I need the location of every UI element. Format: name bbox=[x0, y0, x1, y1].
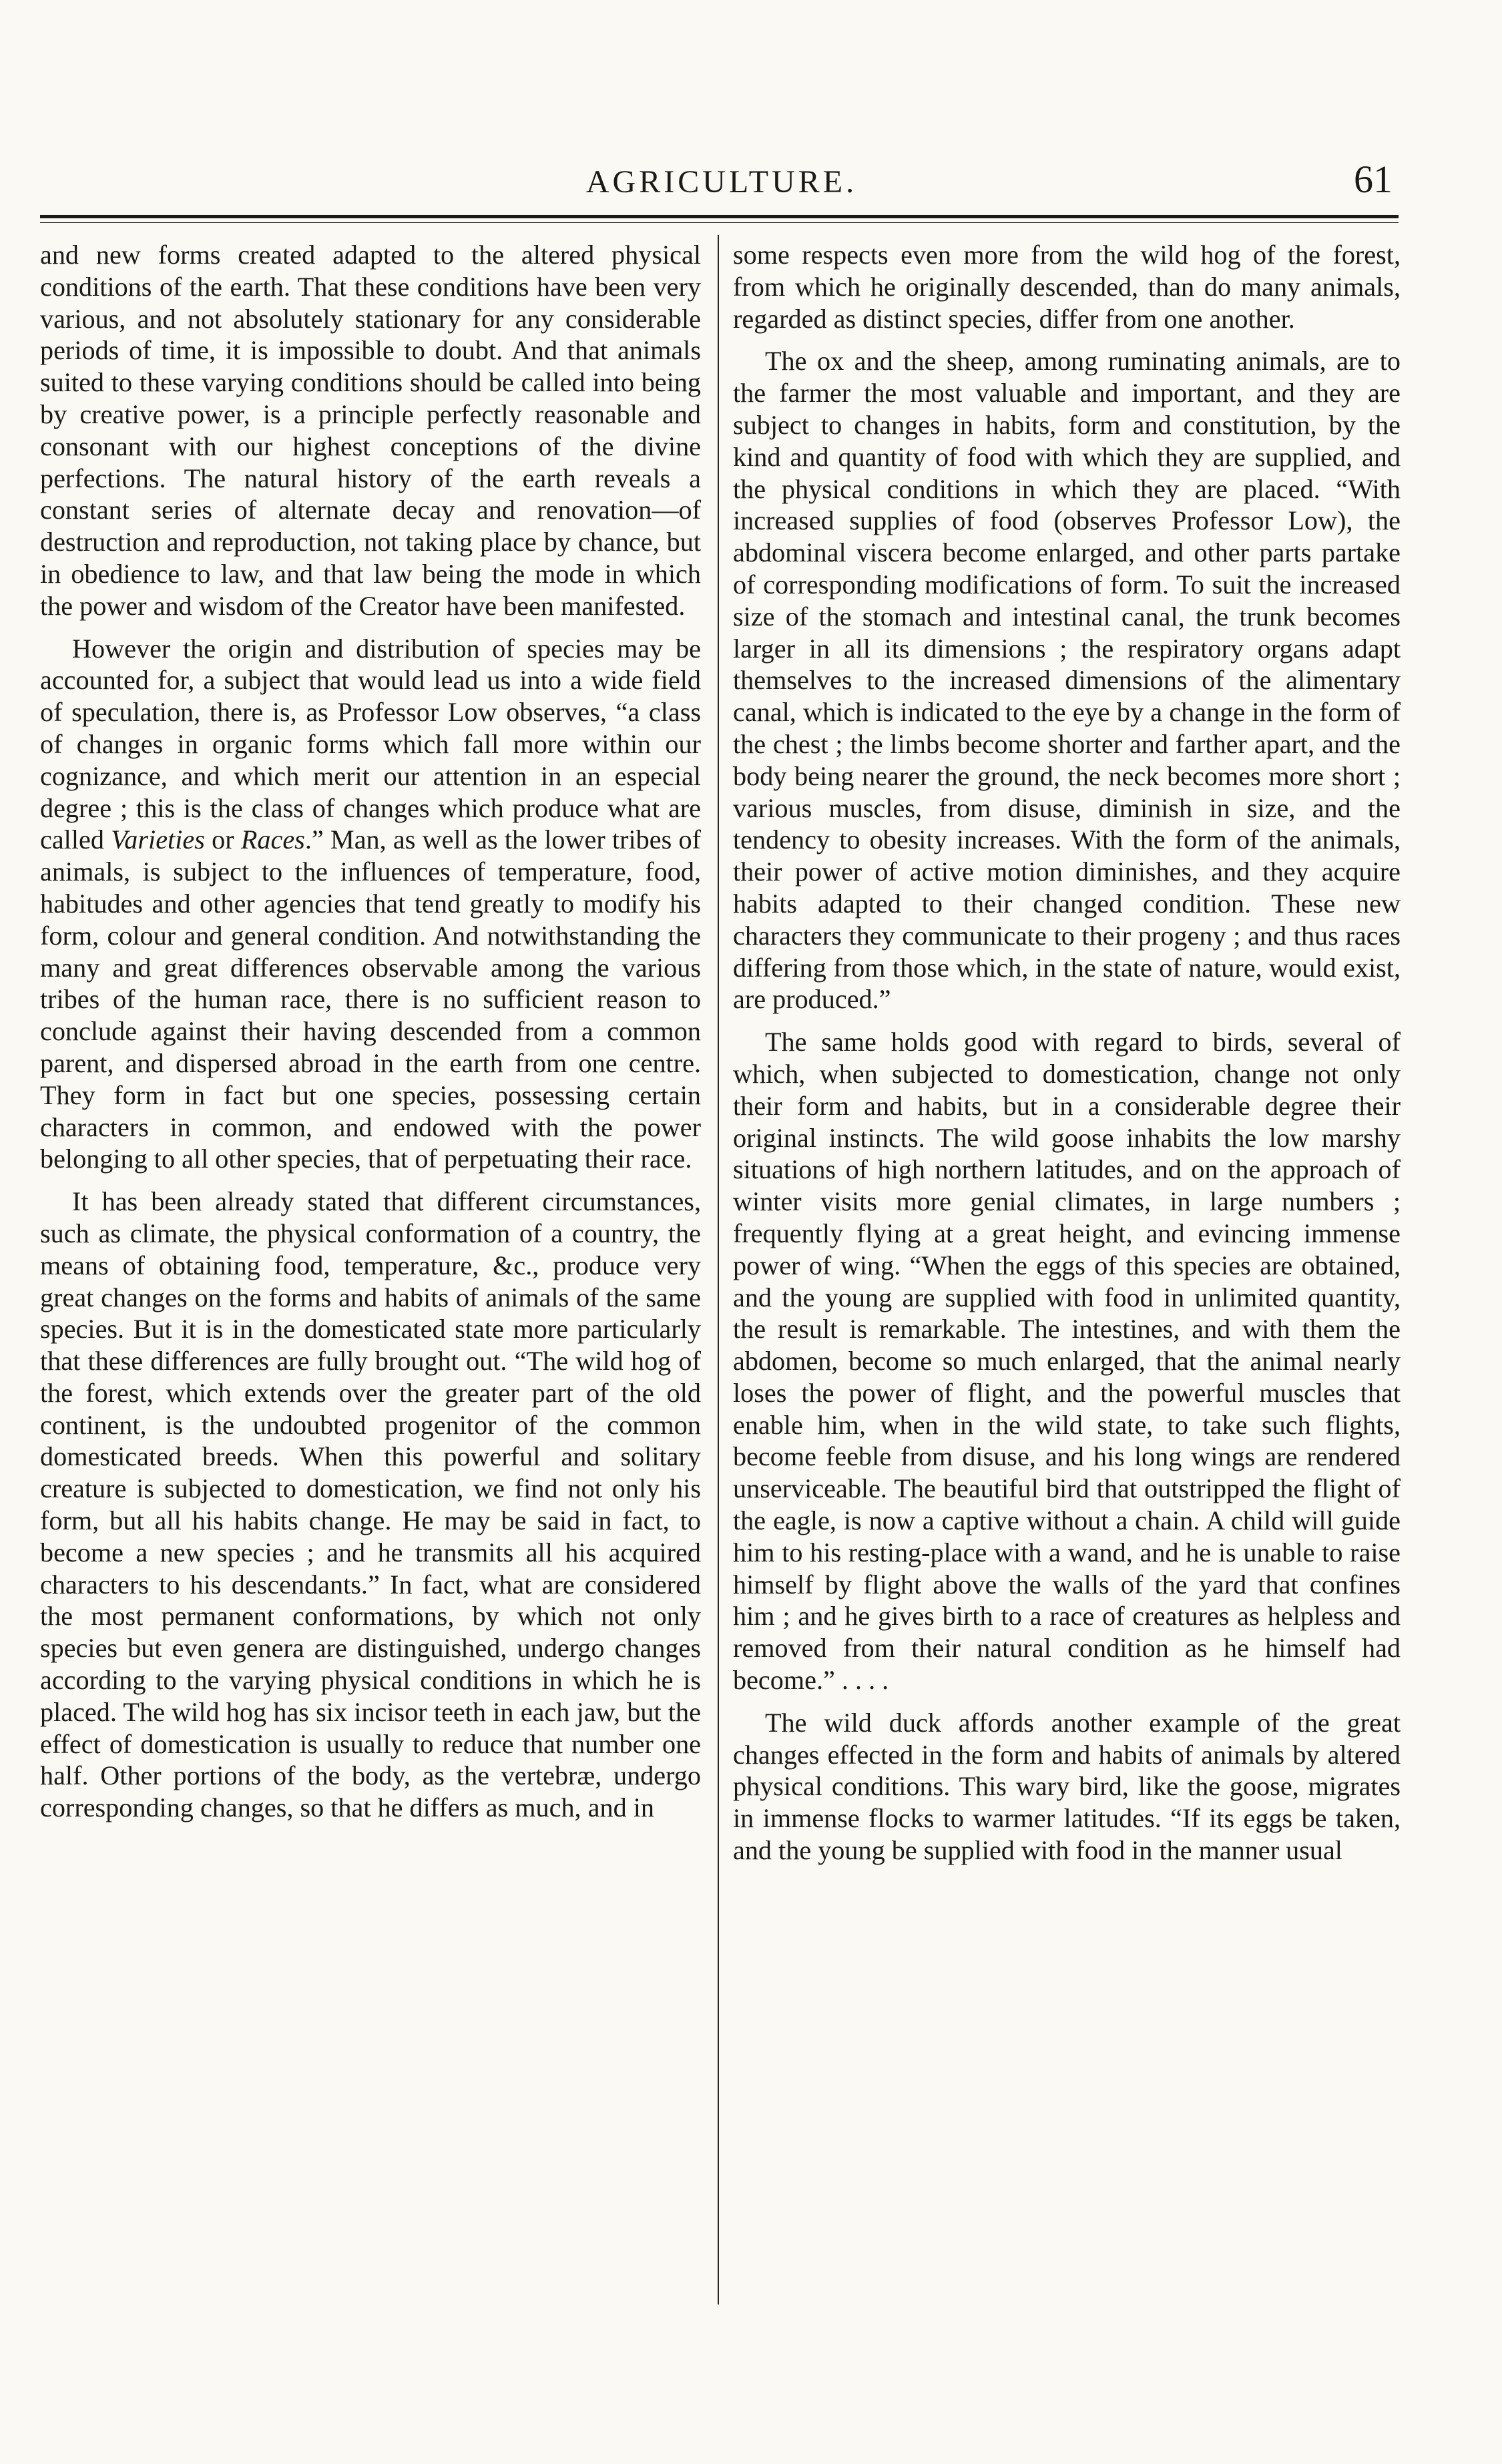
page-number: 61 bbox=[1354, 158, 1393, 201]
header-rule-thin bbox=[40, 222, 1399, 223]
right-paragraph-2: The ox and the sheep, among ruminating animals, are to the farmer the most valuable and important, and they are subject to changes in habits, form and constitution, by the kind and quantity of food with which they are supplied, and the physical conditions in which they are placed. “With increased supplies of food (observes Professor Low), the abdominal viscera become enlarged, and other parts partake of corresponding modifications of form. To suit the increased size of the stomach and intestinal canal, the trunk becomes larger in all its dimensions ; the respiratory organs adapt themselves to the increased dimensions of the alimentary canal, which is indicated to the eye by a change in the form of the chest ; the limbs become shorter and farther apart, and the body being nearer the ground, the neck becomes more short ; various muscles, from disuse, diminish in size, and the tendency to obesity increases. With the form of the animals, their power of active motion diminishes, and they acquire habits adapted to their changed condition. These new characters they communicate to their progeny ; and thus races differing from those which, in the state of nature, would exist, are produced.” bbox=[733, 346, 1401, 1015]
running-head: AGRICULTURE. bbox=[585, 164, 858, 200]
left-paragraph-2-or: or bbox=[204, 824, 241, 855]
left-column bbox=[40, 239, 701, 2318]
left-paragraph-2-text-a: However the origin and distribution of species may be accounted for, a subject that would lead us into a wide field of speculation, there is, as Professor Low observes, “a class of changes in organic forms which fall more within our cognizance, and which merit our attention in an especial degree ; this is the class of changes which produce what are called bbox=[40, 633, 701, 855]
italic-races: Races bbox=[240, 824, 305, 855]
header-rule bbox=[40, 215, 1399, 218]
column-divider bbox=[718, 235, 719, 2304]
left-paragraph-1: and new forms created adapted to the altered physical conditions of the earth. That these conditions have been very various, and not absolutely stationary for any considerable periods of time, it is impossible to doubt. And that animals suited to these varying conditions should be called into being by creative power, is a principle perfectly reasonable and consonant with our highest conceptions of the divine perfections. The natural history of the earth reveals a constant series of alternate decay and renovation—of destruction and reproduction, not taking place by chance, but in obedience to law, and that law being the mode in which the power and wisdom of the Creator have been manifested. bbox=[40, 240, 701, 621]
left-paragraph-2 bbox=[40, 633, 701, 1176]
right-paragraph-4: The wild duck affords another example of the great changes effected in the form and habits of animals by altered physical conditions. This wary bird, like the goose, migrates in immense flocks to warmer latitudes. “If its eggs be taken, and the young be supplied with food in the manner usual bbox=[733, 1707, 1401, 1866]
page-header bbox=[37, 159, 1406, 206]
italic-varieties: Varieties bbox=[111, 824, 205, 855]
right-paragraph-3: The same holds good with regard to birds, several of which, when subjected to domestication, change not only their form and habits, but in a considerable degree their original instincts. The wild goose inhabits the low marshy situations of high northern latitudes, and on the approach of winter visits more genial climates, in large numbers ; frequently flying at a great height, and evincing immense power of wing. “When the eggs of this species are obtained, and the young are supplied with food in unlimited quantity, the result is remarkable. The intestines, and with them the abdomen, become so much enlarged, that the animal nearly loses the power of flight, and the powerful muscles that enable him, when in the wild state, to take such flights, become feeble from disuse, and his long wings are rendered unserviceable. The beautiful bird that outstripped the flight of the eagle, is now a captive without a chain. A child will guide him to his resting-place with a wand, and he is unable to raise himself by flight above the walls of the yard that confines him ; and he gives birth to a race of creatures as helpless and removed from their natural condition as he himself had become.” . . . . bbox=[733, 1027, 1401, 1696]
left-paragraph-3: It has been already stated that different circumstances, such as climate, the physical conformation of a country, the means of obtaining food, temperature, &c., produce very great changes on the forms and habits of animals of the same species. But it is in the domesticated state more particularly that these differences are fully brought out. “The wild hog of the forest, which extends over the greater part of the old continent, is the undoubted progenitor of the common domesticated breeds. When this powerful and solitary creature is subjected to domestication, we find not only his form, but all his habits change. He may be said in fact, to become a new species ; and he transmits all his acquired characters to his descendants.” In fact, what are considered the most permanent conformations, by which not only species but even genera are distinguished, undergo changes according to the varying physical conditions in which he is placed. The wild hog has six incisor teeth in each jaw, but the effect of domestication is usually to reduce that number one half. Other portions of the body, as the vertebræ, undergo corresponding changes, so that he differs as much, and in bbox=[40, 1186, 701, 1823]
left-paragraph-2-text-b: .” Man, as well as the lower tribes of animals, is subject to the influences of temperature, food, habitudes and other agencies that tend greatly to modify his form, colour and general condition. And notwithstanding the many and great differences observable among the various tribes of the human race, there is no sufficient reason to conclude against their having descended from a common parent, and dispersed abroad in the earth from one centre. They form in fact but one species, possessing certain characters in common, and endowed with the power belonging to all other species, that of perpetuating their race. bbox=[40, 824, 701, 1174]
right-paragraph-1: some respects even more from the wild hog of the forest, from which he originally descended, than do many animals, regarded as distinct species, differ from one another. bbox=[733, 240, 1401, 334]
right-column bbox=[733, 239, 1401, 2318]
